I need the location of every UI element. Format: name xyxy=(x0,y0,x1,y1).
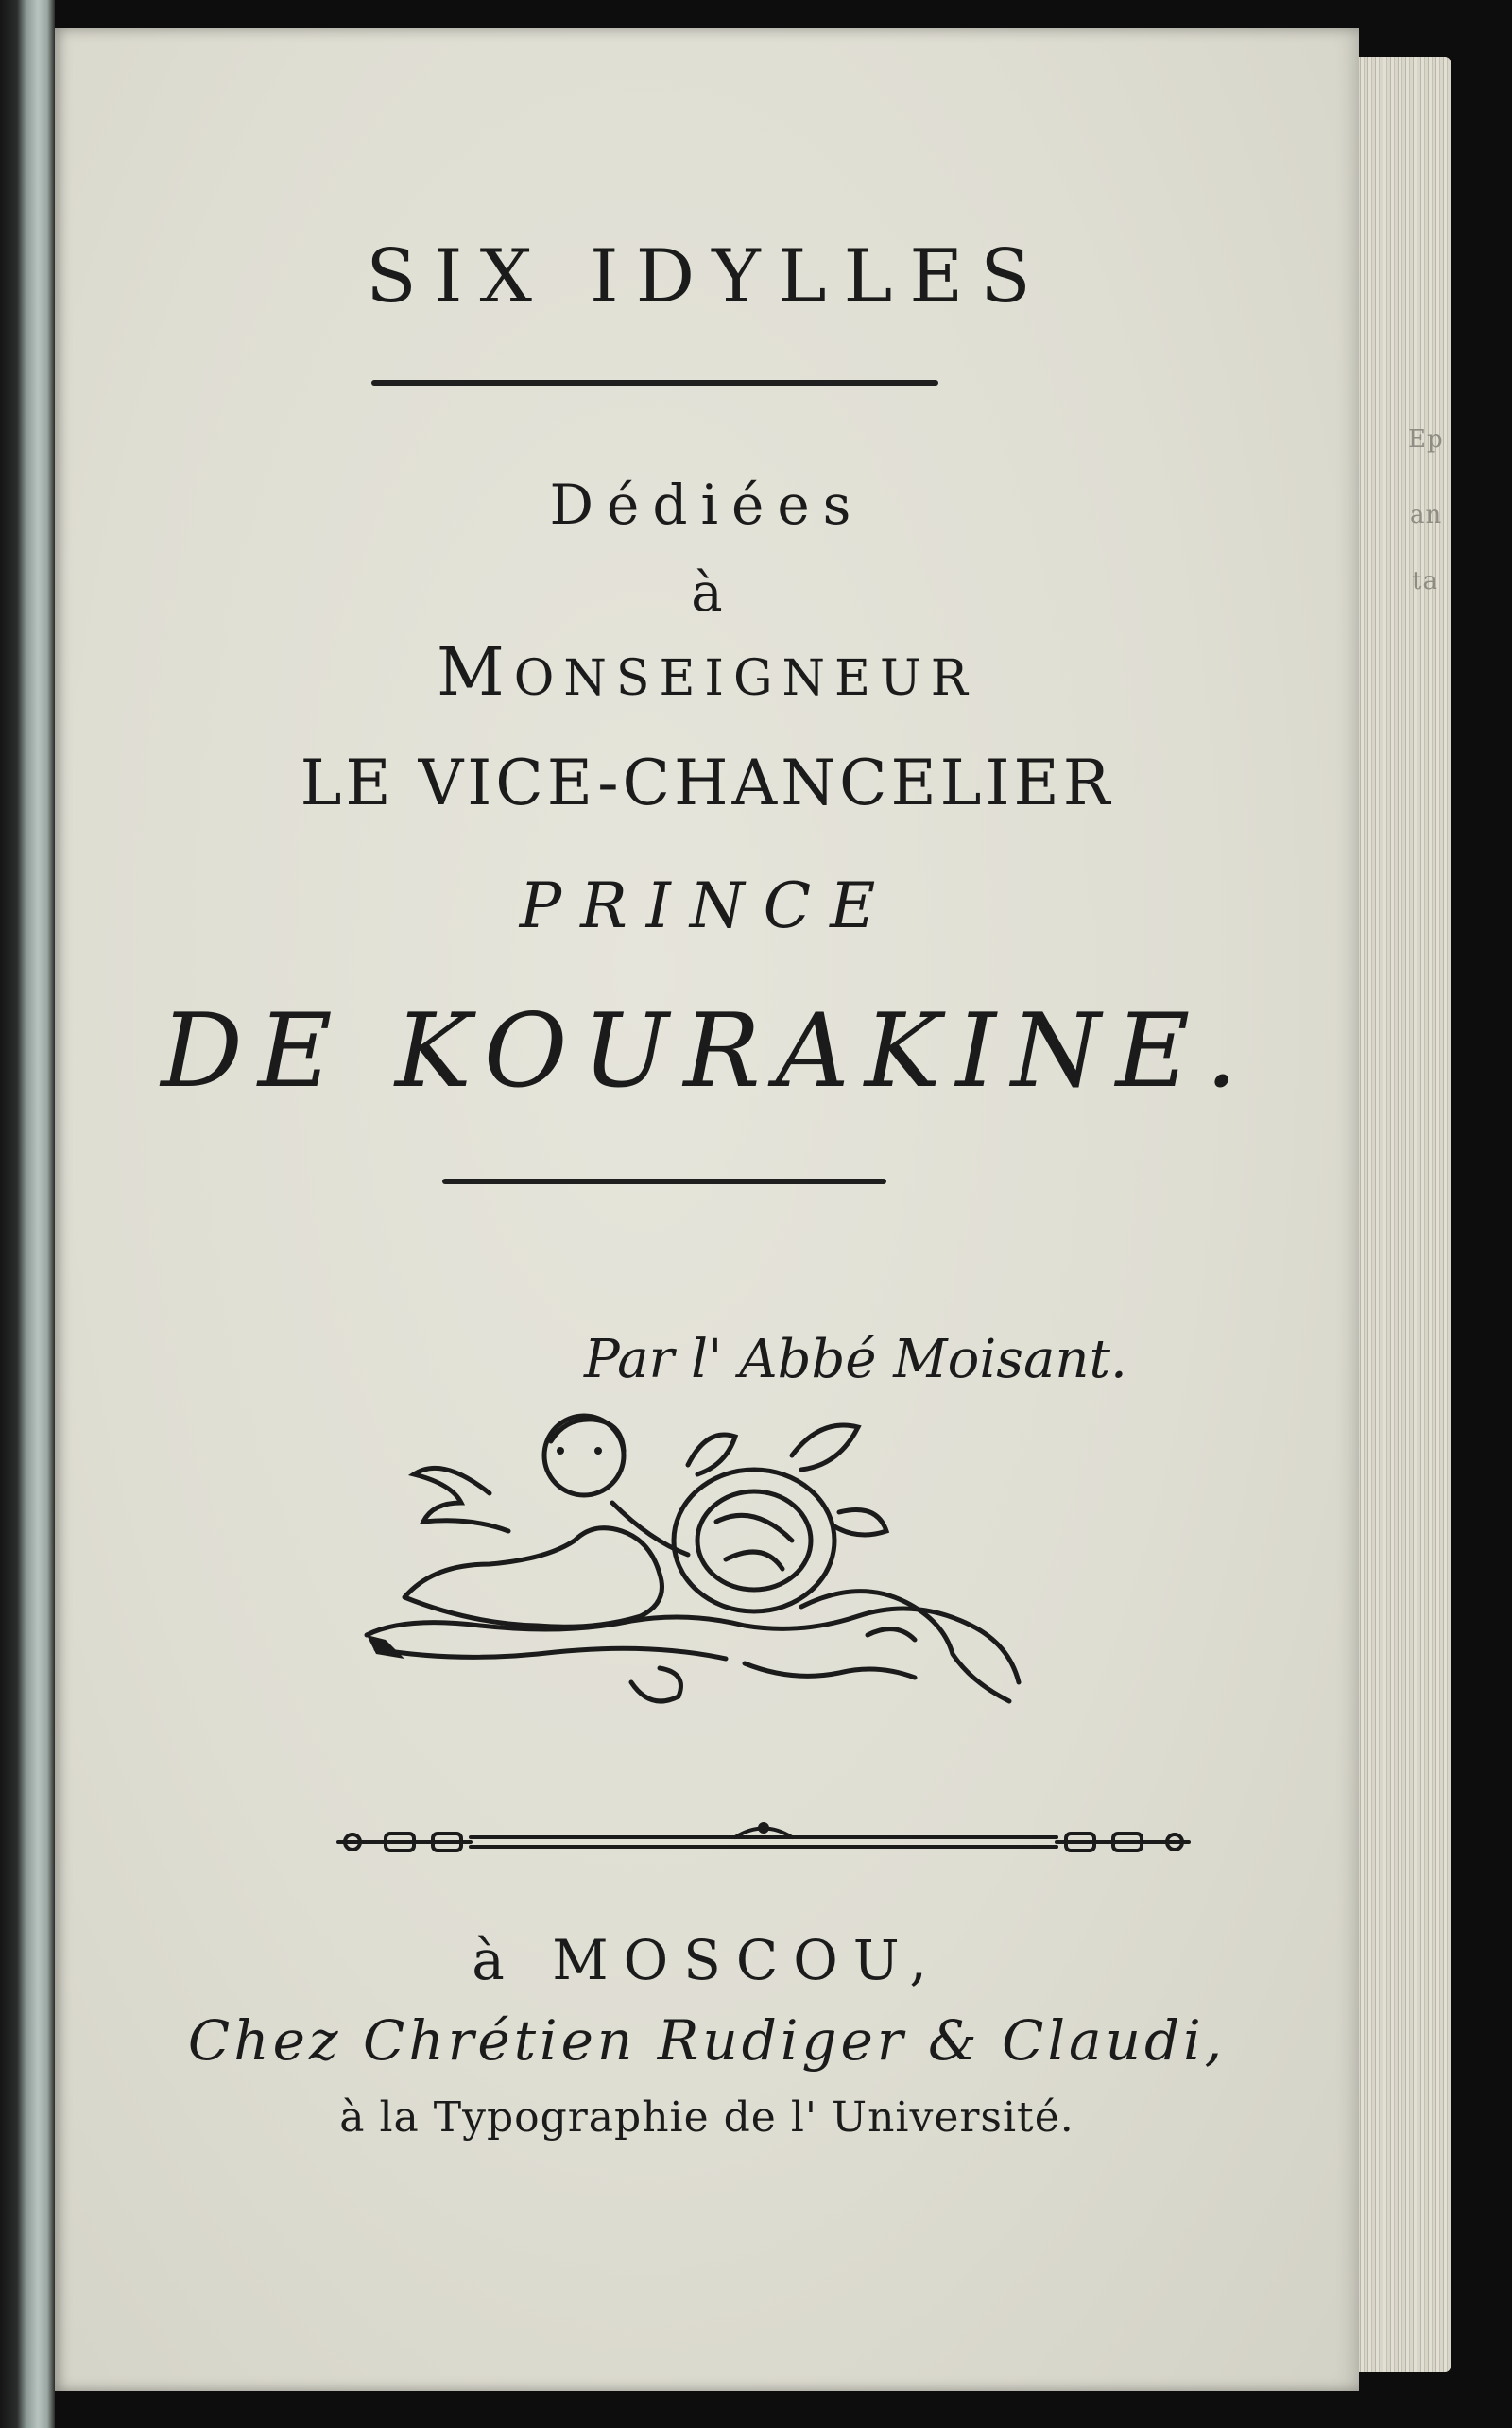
dedication-recipient xyxy=(55,633,1359,711)
bleed-text-1: Ep xyxy=(1408,425,1444,454)
imprint-place: à MOSCOU, xyxy=(472,1928,942,1992)
author-line: Par l' Abbé Moisant. xyxy=(584,1329,1127,1390)
recipient-name: DE KOURAKINE. xyxy=(161,992,1253,1111)
bleed-text-3: ta xyxy=(1412,567,1438,595)
recipient-rest: ONSEIGNEUR xyxy=(513,650,977,707)
imprint-printer: Chez Chrétien Rudiger & Claudi, xyxy=(187,2008,1227,2073)
title-page xyxy=(55,28,1359,2391)
dedication-line: Dédiées xyxy=(549,473,865,537)
book-binding xyxy=(0,0,55,2428)
bleed-text-2: an xyxy=(1410,501,1443,529)
middle-rule xyxy=(442,1179,886,1184)
cherub-vignette-icon xyxy=(348,1399,1028,1739)
recipient-rank: PRINCE xyxy=(519,870,895,942)
imprint-press: à la Typographie de l' Université. xyxy=(339,2093,1074,2142)
recipient-initial: M xyxy=(437,633,514,711)
recipient-office: LE VICE-CHANCELIER xyxy=(300,747,1114,819)
dedication-preposition: à xyxy=(691,562,723,624)
title-rule xyxy=(371,380,938,386)
ornamental-rule-icon xyxy=(319,1815,1208,1871)
book-title: SIX IDYLLES xyxy=(366,234,1048,319)
